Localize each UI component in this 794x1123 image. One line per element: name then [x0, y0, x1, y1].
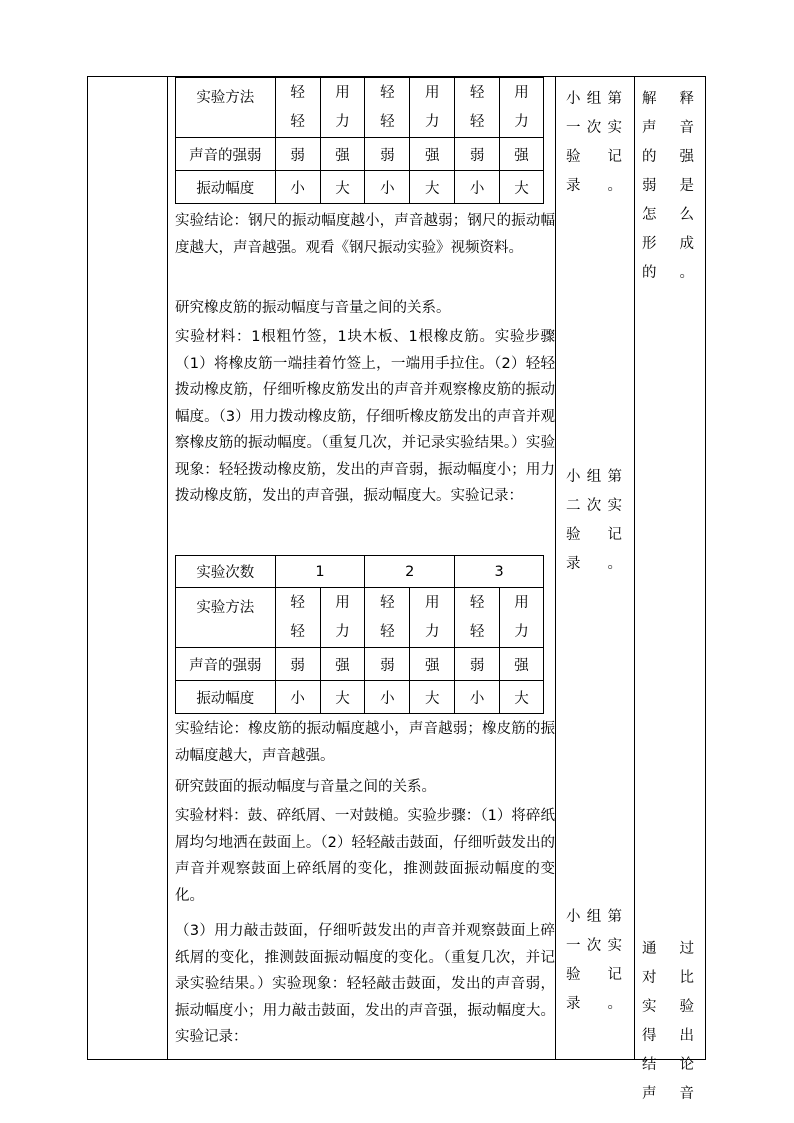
- method-cell: 轻轻: [380, 84, 395, 130]
- strength-cell: 强: [410, 648, 455, 681]
- strength-cell: 强: [500, 138, 544, 171]
- method-row: [176, 588, 544, 648]
- strength-cell: 强: [410, 138, 455, 171]
- drum-procedure-continued: （3）用力敲击鼓面，仔细听鼓发出的声音并观察鼓面上碎纸屑的变化，推测鼓面振动幅度的变化。（重复几次，并记录实验结果。）实验现象：轻轻敲击鼓面，发出的声音弱，振动幅度小；用力敲击鼓面，发出的声音强，振动幅度大。实验记录：: [175, 923, 555, 1045]
- strength-cell: 强: [500, 648, 544, 681]
- method-cell: 轻轻: [290, 84, 305, 130]
- amplitude-cell: 小: [455, 171, 500, 204]
- strength-cell: 弱: [275, 138, 320, 171]
- amplitude-cell: 小: [455, 681, 500, 714]
- amplitude-label: 振动幅度: [176, 171, 276, 204]
- purpose-note-1: 解释声音的强弱是怎么形成的。: [642, 91, 700, 281]
- ruler-record-table: [175, 77, 544, 204]
- group-note-1: 小组第一次实验记录。: [566, 91, 628, 194]
- strength-cell: 弱: [455, 138, 500, 171]
- count-row: [176, 556, 544, 588]
- amplitude-cell: 大: [410, 171, 455, 204]
- strength-cell: 弱: [275, 648, 320, 681]
- method-row: [176, 78, 544, 138]
- strength-cell: 强: [320, 648, 365, 681]
- amplitude-label: 振动幅度: [176, 681, 276, 714]
- amplitude-cell: 大: [410, 681, 455, 714]
- column-divider: [634, 77, 635, 1059]
- method-cell: 轻轻: [469, 594, 485, 640]
- strength-row: [176, 138, 544, 171]
- amplitude-cell: 大: [320, 171, 365, 204]
- lesson-table: [87, 76, 706, 1102]
- amplitude-cell: 小: [275, 171, 320, 204]
- method-cell: 轻轻: [290, 594, 305, 640]
- experiment-content: [173, 77, 556, 1059]
- rubber-band-conclusion: 实验结论：橡皮筋的振动幅度越小，声音越弱；橡皮筋的振动幅度越大，声音越强。: [175, 721, 555, 764]
- count-label: 实验次数: [176, 556, 276, 588]
- strength-cell: 弱: [365, 138, 410, 171]
- strength-cell: 强: [320, 138, 365, 171]
- strength-row: [176, 648, 544, 681]
- method-cell: 用力: [335, 594, 350, 640]
- amplitude-cell: 大: [500, 171, 544, 204]
- method-cell: 用力: [514, 594, 529, 640]
- count-cell: 3: [455, 556, 544, 588]
- group-record-column: [559, 77, 633, 1059]
- amplitude-cell: 大: [320, 681, 365, 714]
- purpose-note-2: 通过对比实验得出结论 声音: [642, 941, 700, 1102]
- rubber-band-procedure: 实验材料：1根粗竹签，1块木板、1根橡皮筋。实验步骤 （1）将橡皮筋一端挂着竹签上，一端用手拉住。（2）轻轻拨动橡皮筋，仔细听橡皮筋发出的声音并观察橡皮筋的振动幅度。（3）用力拨动橡皮筋，仔细听橡皮筋发出的声音并观察橡皮筋的振动幅度。（重复几次，并记录实验结果。）实验现象：轻轻拨动橡皮筋，发出的声音弱，振动幅度小；用力拨动橡皮筋，发出的声音强，振动幅度大。实验记录：: [175, 329, 555, 504]
- column-divider: [167, 77, 168, 1059]
- group-note-3: 小组第一次实验记录。: [566, 909, 628, 1012]
- method-label: 实验方法: [176, 588, 276, 648]
- group-note-2: 小组第二次实验记录。: [566, 469, 628, 572]
- amplitude-row: [176, 681, 544, 714]
- method-cell: 轻轻: [469, 84, 485, 130]
- method-label: 实验方法: [176, 78, 276, 138]
- strength-label: 声音的强弱: [176, 138, 276, 171]
- amplitude-cell: 小: [275, 681, 320, 714]
- amplitude-row: [176, 171, 544, 204]
- method-cell: 用力: [424, 84, 440, 130]
- amplitude-cell: 大: [500, 681, 544, 714]
- drum-procedure: 实验材料：鼓、碎纸屑、一对鼓槌。实验步骤：（1）将碎纸屑均匀地洒在鼓面上。（2）轻轻敲击鼓面，仔细听鼓发出的声音并观察鼓面上碎纸屑的变化，推测鼓面振动幅度的变化。: [175, 808, 555, 904]
- method-cell: 用力: [514, 84, 529, 130]
- ruler-conclusion: 实验结论：钢尺的振动幅度越小，声音越弱；钢尺的振动幅度越大，声音越强。观看《钢尺振动实验》视频资料。: [175, 213, 555, 256]
- rubber-band-heading: 研究橡皮筋的振动幅度与音量之间的关系。: [175, 300, 451, 316]
- strength-cell: 弱: [455, 648, 500, 681]
- method-cell: 轻轻: [380, 594, 395, 640]
- method-cell: 用力: [335, 84, 350, 130]
- amplitude-cell: 小: [365, 681, 410, 714]
- drum-heading: 研究鼓面的振动幅度与音量之间的关系。: [175, 779, 436, 795]
- amplitude-cell: 小: [365, 171, 410, 204]
- count-cell: 2: [365, 556, 455, 588]
- strength-cell: 弱: [365, 648, 410, 681]
- rubber-band-record-table: [175, 555, 544, 714]
- count-cell: 1: [275, 556, 365, 588]
- strength-label: 声音的强弱: [176, 648, 276, 681]
- method-cell: 用力: [424, 594, 440, 640]
- purpose-column: [637, 77, 705, 1102]
